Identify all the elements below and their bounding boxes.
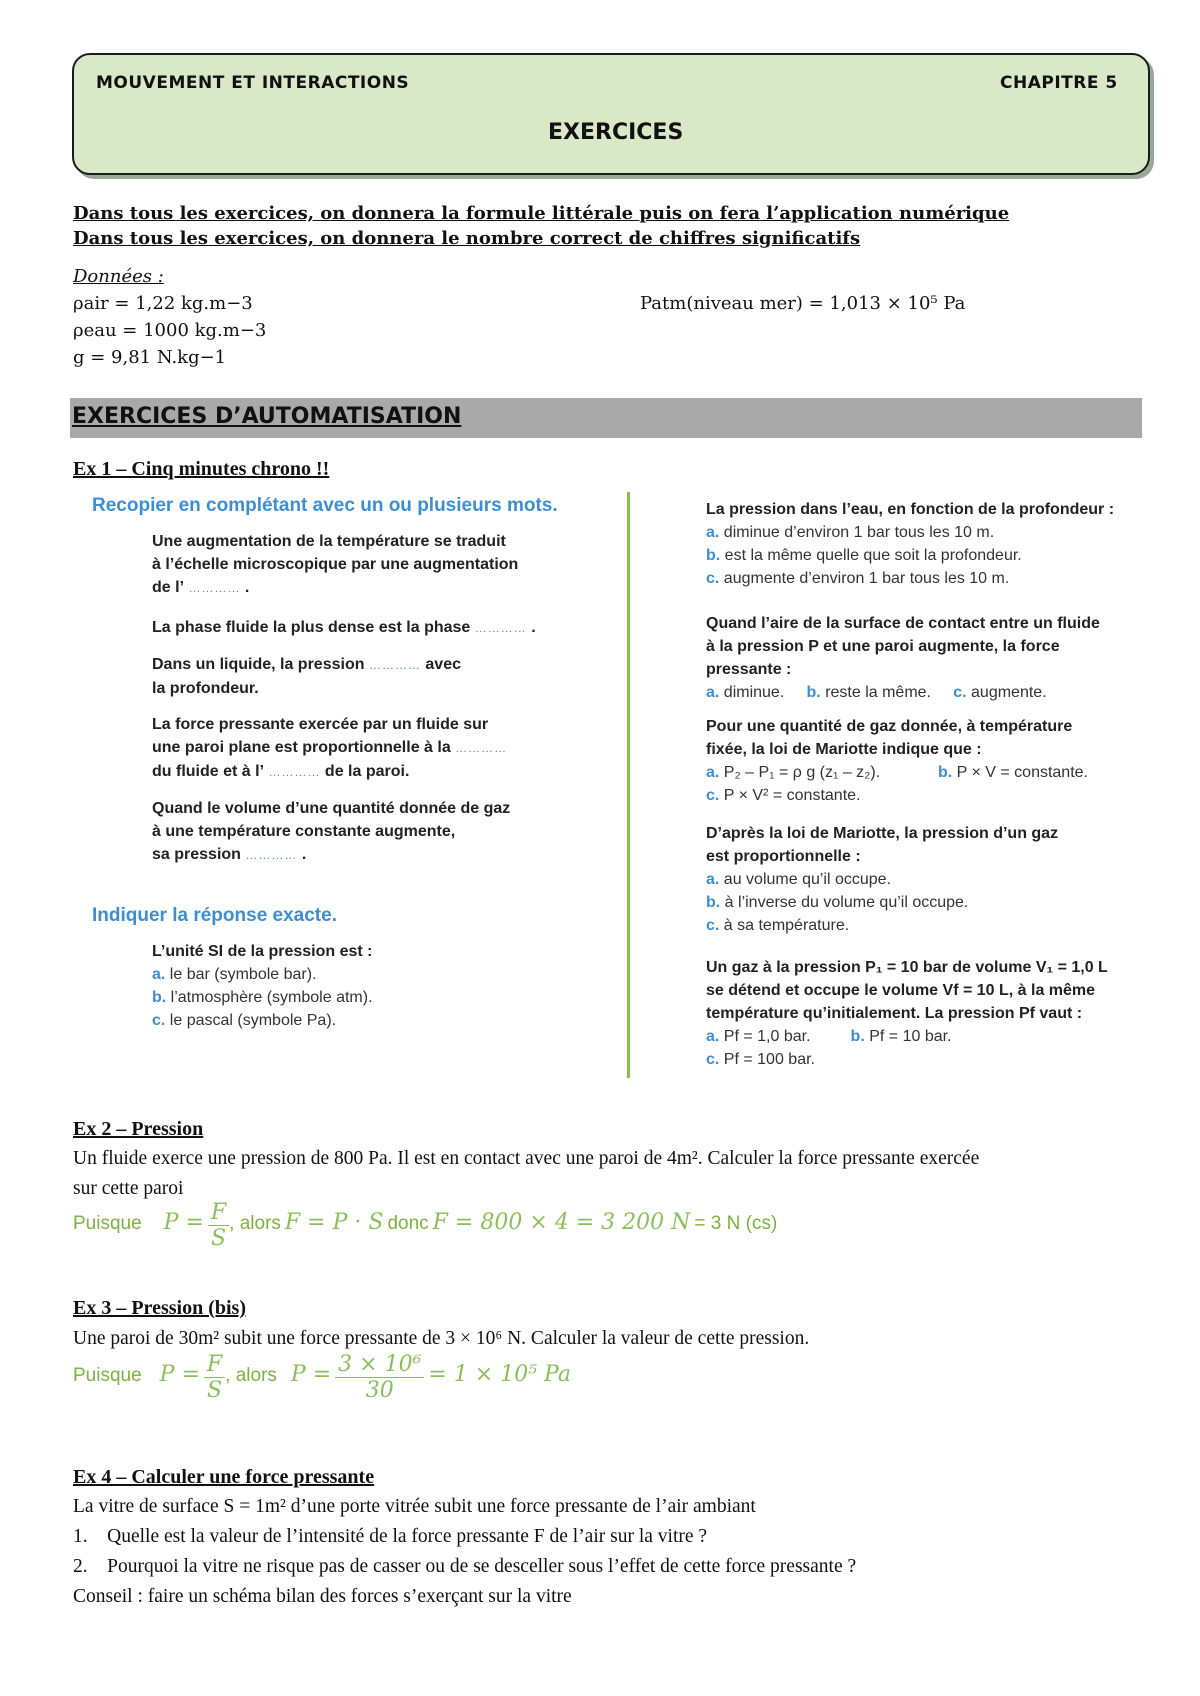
donnees-label: Données : bbox=[73, 266, 164, 287]
ex1-q1: Une augmentation de la température se traduit à l’échelle microscopique par une augmentation de l’ ………… . bbox=[152, 533, 519, 596]
ex1-q5: Quand le volume d’une quantité donnée de gaz à une température constante augmente, sa pression ………… . bbox=[152, 800, 511, 863]
header-box bbox=[72, 53, 1150, 175]
ex1-q6: L’unité SI de la pression est : a. le bar (symbole bar). b. l’atmosphère (symbole atm). c. le pascal (symbole Pa). bbox=[152, 943, 373, 1029]
donnee-rho-eau: ρeau = 1000 kg.m−3 bbox=[73, 320, 267, 341]
donnee-g: g = 9,81 N.kg−1 bbox=[73, 347, 227, 368]
ex2-text-line1: Un fluide exerce une pression de 800 Pa. Il est en contact avec une paroi de 4m². Calculer la force pressante exercée bbox=[73, 1148, 980, 1169]
ex1-heading-complete: Recopier en complétant avec un ou plusieurs mots. bbox=[92, 495, 558, 516]
page-title: EXERCICES bbox=[548, 120, 684, 145]
ex1-q3: Dans un liquide, la pression ………… avec la profondeur. bbox=[152, 656, 461, 697]
ex3-answer: Puisque P = $\frac{F}{S}$ , alors P = $\frac{\text{3 × 10⁶}}{30}$ = 1 × 10⁵ Pa bbox=[73, 1352, 571, 1403]
header-right: CHAPITRE 5 bbox=[1000, 73, 1118, 93]
donnee-patm: Patm(niveau mer) = 1,013 × 10⁵ Pa bbox=[640, 293, 966, 314]
ex2-answer: Puisque P = $\frac{F}{S}$ , alors F = P · S donc F = 800 × 4 = 3 200 N = 3 N (cs) bbox=[73, 1200, 778, 1251]
donnee-rho-air: ρair = 1,22 kg.m−3 bbox=[73, 293, 253, 314]
ex1-q7: La pression dans l’eau, en fonction de la profondeur : a. diminue d’environ 1 bar tous les 10 m. b. est la même quelle que soit la profondeur. c. augmente d’environ 1 bar tous les 10 m. bbox=[706, 501, 1115, 587]
ex4-text: La vitre de surface S = 1m² d’une porte vitrée subit une force pressante de l’air ambiant bbox=[73, 1496, 756, 1517]
ex1-q9: Pour une quantité de gaz donnée, à température fixée, la loi de Mariotte indique que : a. P₂ – P₁ = ρ g (z₁ – z₂). b. P × V = constante. c. P × V² = constante. bbox=[706, 718, 1088, 804]
instruction-2: Dans tous les exercices, on donnera le nombre correct de chiffres significatifs bbox=[73, 228, 861, 249]
ex1-q4: La force pressante exercée par un fluide sur une paroi plane est proportionnelle à la ………… du fluide et à l’ ………… de la paroi. bbox=[152, 716, 508, 780]
header-left: MOUVEMENT ET INTERACTIONS bbox=[96, 73, 410, 93]
ex3-title: Ex 3 – Pression (bis) bbox=[73, 1297, 246, 1319]
ex1-title: Ex 1 – Cinq minutes chrono !! bbox=[73, 458, 330, 480]
ex1-q10: D’après la loi de Mariotte, la pression d’un gaz est proportionnelle : a. au volume qu’il occupe. b. à l’inverse du volume qu’il occupe. c. à sa température. bbox=[706, 825, 1059, 934]
instruction-1: Dans tous les exercices, on donnera la formule littérale puis on fera l’application numérique bbox=[73, 203, 1010, 224]
column-divider bbox=[627, 492, 630, 1078]
ex2-text-line2: sur cette paroi bbox=[73, 1178, 184, 1199]
ex3-text: Une paroi de 30m² subit une force pressante de 3 × 10⁶ N. Calculer la valeur de cette pression. bbox=[73, 1328, 810, 1349]
section-title: EXERCICES D’AUTOMATISATION bbox=[72, 404, 462, 429]
ex2-title: Ex 2 – Pression bbox=[73, 1118, 204, 1140]
ex4-title: Ex 4 – Calculer une force pressante bbox=[73, 1466, 375, 1488]
ex4-question-2: 2. Pourquoi la vitre ne risque pas de casser ou de se desceller sous l’effet de cette force pressante ? bbox=[73, 1556, 857, 1577]
ex1-heading-exacte: Indiquer la réponse exacte. bbox=[92, 905, 337, 926]
ex4-conseil: Conseil : faire un schéma bilan des forces s’exerçant sur la vitre bbox=[73, 1586, 572, 1607]
ex1-q11: Un gaz à la pression P₁ = 10 bar de volume V₁ = 1,0 L se détend et occupe le volume Vf = 10 L, à la même température qu’initialement. La pression Pf vaut : a. Pf = 1,0 bar. b. Pf = 10 bar. c. Pf = 100 bar. bbox=[706, 959, 1108, 1068]
ex4-question-1: 1. Quelle est la valeur de l’intensité de la force pressante F de l’air sur la vitre ? bbox=[73, 1526, 708, 1547]
ex1-q2: La phase fluide la plus dense est la phase ………… . bbox=[152, 619, 536, 636]
ex1-q8: Quand l’aire de la surface de contact entre un fluide à la pression P et une paroi augmente, la force pressante : a. diminue. b. reste la même. c. augmente. bbox=[706, 615, 1100, 701]
